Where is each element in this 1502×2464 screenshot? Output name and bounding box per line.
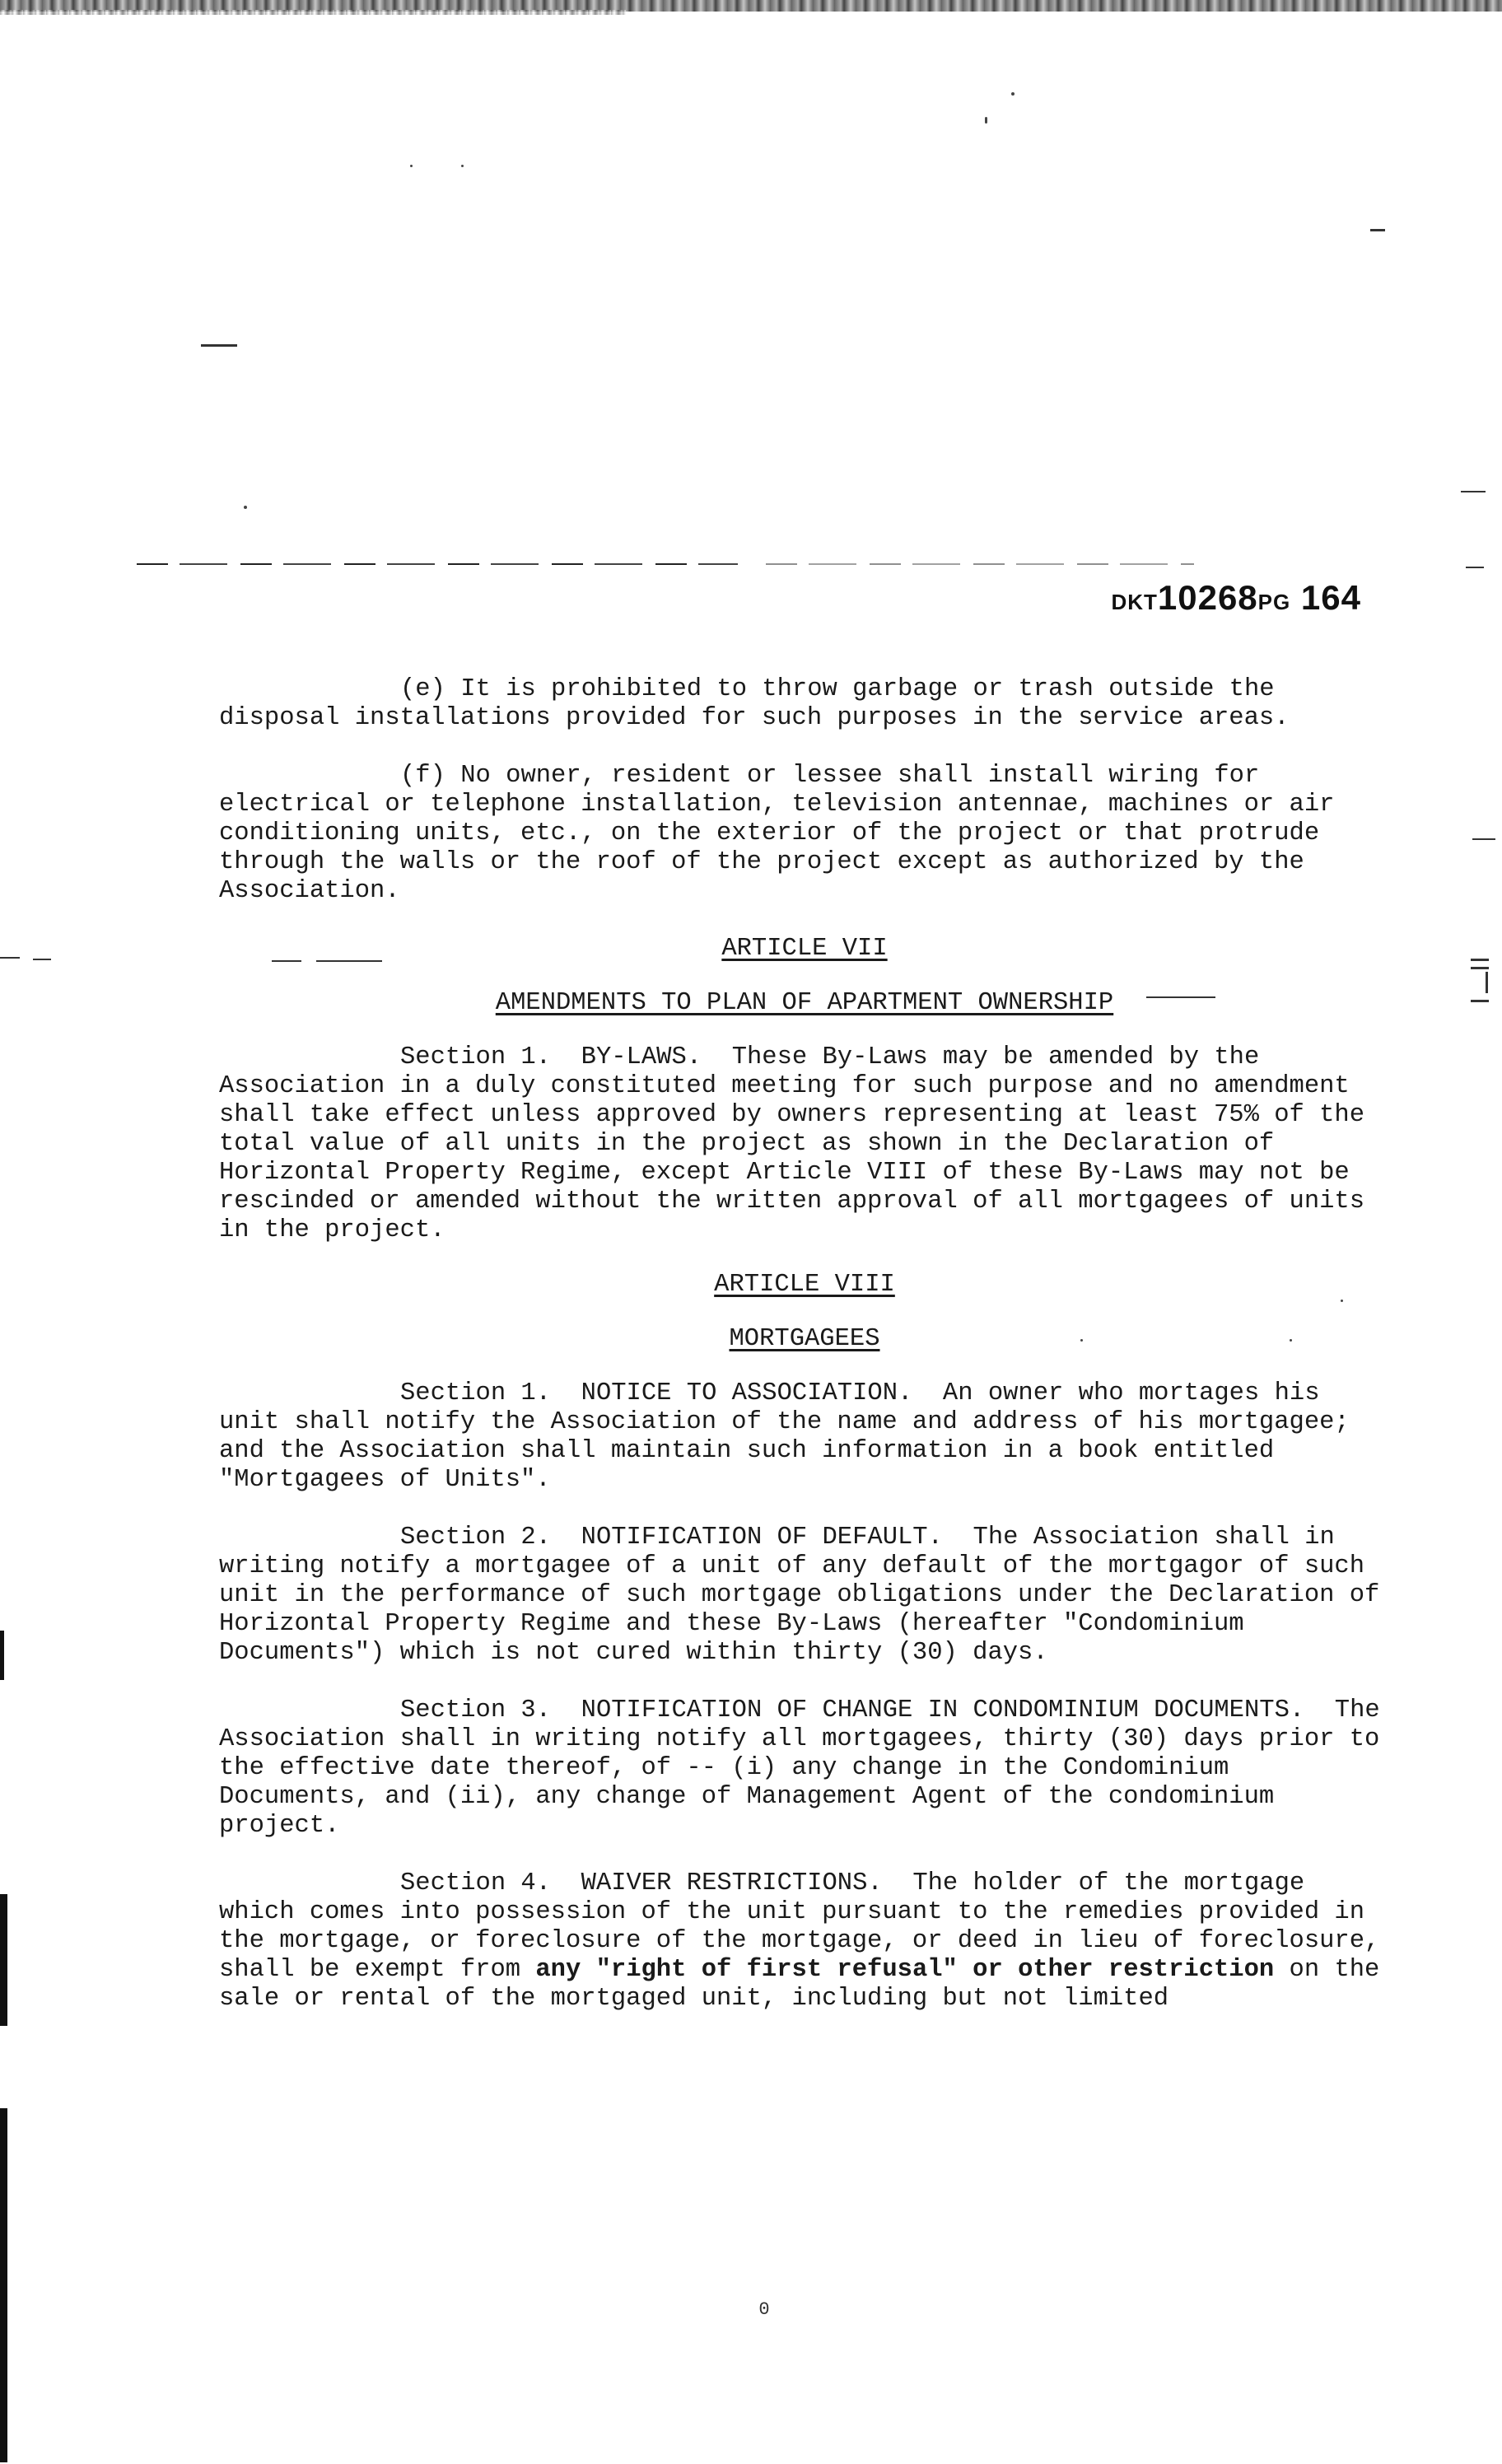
section-title: BY-LAWS.	[581, 1043, 702, 1071]
section-text: on the sale or rental of the mortgaged unit, including but not limited	[219, 1956, 1395, 2013]
scan-speck	[244, 506, 247, 509]
section-label: Section 1.	[400, 1379, 552, 1407]
article-viii-section-1	[219, 1379, 1390, 1495]
page-mark: 0	[758, 2299, 770, 2320]
section-title: NOTIFICATION OF DEFAULT.	[581, 1524, 943, 1552]
scan-dash	[1471, 959, 1489, 961]
section-label: Section 4.	[400, 1869, 552, 1897]
section-label: Section 1.	[400, 1043, 552, 1071]
scan-speck	[1011, 92, 1015, 96]
section-text: These By-Laws may be amended by the Association in a duly constituted meeting for such purpose and no amendment shall take effect unless approved by owners representing at least 75% of the total value of all units in the project as shown in the Declaration of Horizontal Property Regime, except Article VIII of these By-Laws may not be rescinded or amended without the written approval of all mortgagees of units in the project.	[219, 1043, 1380, 1244]
section-title: WAIVER RESTRICTIONS.	[581, 1869, 883, 1897]
paragraph-e-text: It is prohibited to throw garbage or trash outside the disposal installations provided for such purposes in the service areas.	[219, 675, 1290, 732]
section-title: NOTICE TO ASSOCIATION.	[581, 1379, 913, 1407]
document-body	[219, 675, 1396, 2014]
book-page-number: 164	[1300, 578, 1361, 617]
article-vii-subheading: AMENDMENTS TO PLAN OF APARTMENT OWNERSHIP	[495, 989, 1114, 1017]
paragraph-f-label: (f)	[400, 762, 445, 790]
section-text-bold: any "right of first refusal" or other restriction	[535, 1956, 1275, 1984]
scan-speck	[985, 117, 987, 124]
paragraph-f	[219, 762, 1390, 906]
section-title: NOTIFICATION OF CHANGE IN CONDOMINIUM DOCUMENTS.	[581, 1696, 1305, 1724]
scan-margin-bar	[0, 1631, 4, 1680]
section-label: Section 3.	[400, 1696, 552, 1724]
scan-dash	[1472, 838, 1495, 840]
article-viii-heading: ARTICLE VIII	[714, 1271, 895, 1299]
scan-dash	[33, 959, 51, 960]
paragraph-f-text: No owner, resident or lessee shall install wiring for electrical or telephone installation, television antennae, machines or air conditioning units, etc., on the exterior of the project or that protrude through the walls or the roof of the project except as authorized by the Association.	[219, 762, 1350, 905]
section-text: The Association shall in writing notify a mortgagee of a unit of any default of the mortgagor of such unit in the performance of such mortgage obligations under the Declaration of Horizontal Property Regime and these By-Laws (hereafter "Condominium Documents") which is not cured within thirty (30) days.	[219, 1524, 1395, 1667]
article-viii-section-2	[219, 1524, 1395, 1668]
scan-speck	[410, 165, 413, 167]
scan-dash	[0, 957, 20, 959]
scan-edge-artifact	[0, 10, 626, 15]
scan-rule-line	[137, 563, 738, 565]
scan-speck	[461, 165, 464, 167]
section-label: Section 2.	[400, 1524, 552, 1552]
book-prefix: DKT	[1111, 590, 1158, 614]
book-number: 10268	[1157, 578, 1258, 617]
article-viii-section-3	[219, 1696, 1396, 1841]
paragraph-e	[219, 675, 1390, 733]
article-viii-section-4	[219, 1869, 1395, 2014]
paragraph-e-label: (e)	[400, 675, 445, 703]
scan-margin-bar	[0, 1894, 7, 2026]
book-page-reference	[1065, 578, 1361, 618]
scan-dash	[1461, 491, 1486, 492]
article-vii-heading: ARTICLE VII	[721, 935, 888, 963]
section-text: The Association shall in writing notify all mortgagees, thirty (30) days prior to the effective date thereof, of -- (i) any change in the Condominium Documents, and (ii), any change of Management Agent of the condominium project.	[219, 1696, 1396, 1840]
scan-rule-line	[766, 563, 1194, 565]
article-viii-subheading: MORTGAGEES	[729, 1325, 880, 1353]
section-text: The holder of the mortgage which comes into possession of the unit pursuant to the remedies provided in the mortgage, or foreclosure of the mortgage, or deed in lieu of foreclosure, shall be exempt from	[219, 1869, 1395, 1984]
scan-dash	[1466, 567, 1484, 568]
scan-dash	[201, 344, 237, 347]
scan-dash	[1471, 967, 1489, 969]
scan-dash	[1486, 972, 1488, 993]
scan-margin-bar	[0, 2108, 7, 2462]
scan-dash	[1471, 1000, 1489, 1002]
section-text: An owner who mortages his unit shall notify the Association of the name and address of his mortgagee; and the Association shall maintain such information in a book entitled "Mortgagees of Units".	[219, 1379, 1365, 1494]
article-vii-section-1	[219, 1043, 1390, 1245]
page-label: PG	[1257, 590, 1291, 614]
scan-dash	[1370, 229, 1385, 231]
